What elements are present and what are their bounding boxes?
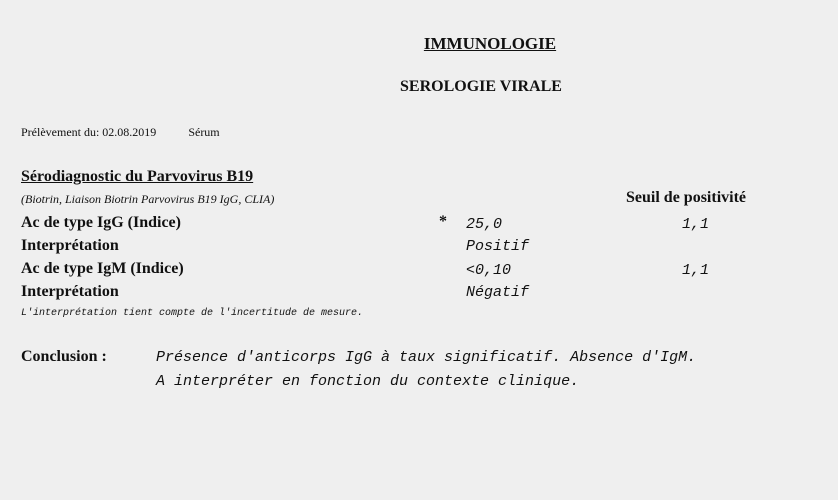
igg-value: 25,0 [466,216,503,233]
igm-label: Ac de type IgM (Indice) [21,260,184,277]
test-title: Sérodiagnostic du Parvovirus B19 [21,168,254,185]
measurement-note: L'interprétation tient compte de l'incertitude de mesure. [21,308,364,319]
igm-interpretation-label: Interprétation [21,283,119,300]
igg-label: Ac de type IgG (Indice) [21,214,181,231]
igg-threshold: 1,1 [682,216,710,233]
sample-info [21,125,220,140]
sample-type: Sérum [188,125,220,139]
abnormal-flag: * [439,213,447,230]
conclusion-line-2: A interpréter en fonction du contexte clinique. [156,373,580,390]
igg-interpretation-label: Interprétation [21,237,119,254]
conclusion-line-1: Présence d'anticorps IgG à taux significatif. Absence d'IgM. [156,349,697,366]
sample-date: Prélèvement du: 02.08.2019 [21,125,157,139]
department-title: IMMUNOLOGIE [423,34,557,53]
conclusion-label: Conclusion : [21,348,107,365]
section-title: SEROLOGIE VIRALE [400,78,562,95]
igm-threshold: 1,1 [682,262,710,279]
igg-interpretation-value: Positif [466,238,530,255]
igm-value: <0,10 [466,262,512,279]
igm-interpretation-value: Négatif [466,284,530,301]
threshold-header: Seuil de positivité [626,189,747,206]
test-method: (Biotrin, Liaison Biotrin Parvovirus B19 IgG, CLIA) [21,192,275,206]
